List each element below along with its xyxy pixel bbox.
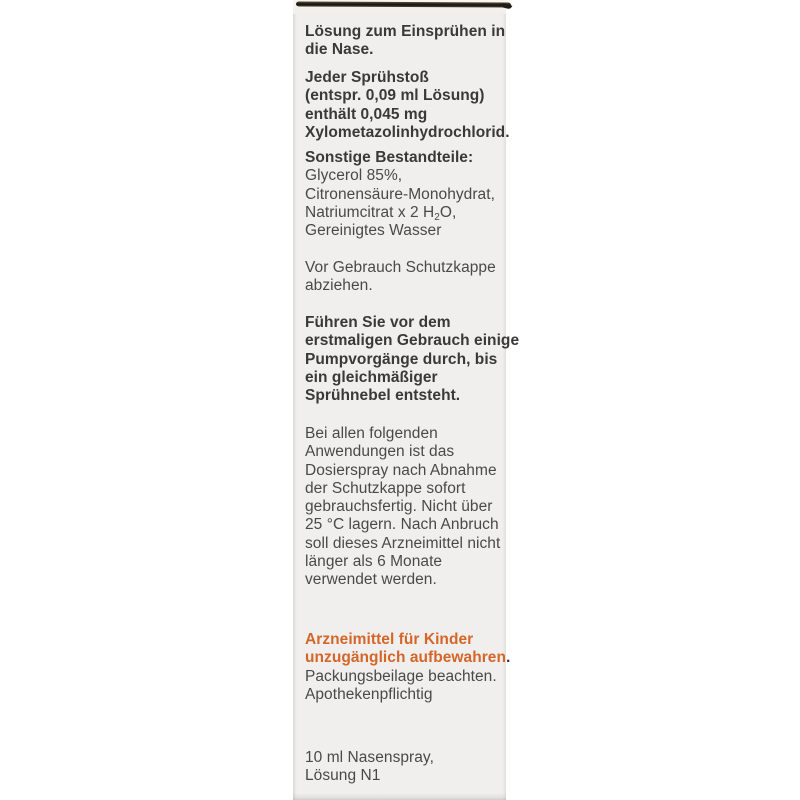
text-line: ein gleichmäßiger: [305, 368, 438, 386]
first-use-instruction-text: [305, 314, 520, 405]
text-line: Anwendungen ist das: [305, 443, 455, 461]
text-line: Dosierspray nach Abnahme: [305, 461, 497, 479]
text-line: soll dieses Arzneimittel nicht: [305, 534, 501, 552]
active-ingredient-text: [305, 69, 510, 142]
text-line: Pumpvorgänge durch, bis: [305, 350, 498, 368]
text-line: Glycerol 85%,: [305, 167, 403, 185]
text-line: Sprühnebel entsteht.: [305, 387, 461, 405]
text-line: verwendet werden.: [305, 571, 437, 589]
subscript-2: 2: [434, 211, 440, 223]
text-line: (entspr. 0,09 ml Lösung): [305, 87, 485, 105]
text-line: Packungsbeilage beachten.: [305, 667, 497, 685]
text-line: Xylometazolinhydrochlorid.: [305, 123, 510, 141]
text-line: 10 ml Nasenspray,: [305, 749, 434, 766]
cap-removal-note-text: [305, 259, 503, 296]
text-line: Vor Gebrauch Schutzkappe: [305, 259, 496, 276]
keep-away-from-children-warning: Arzneimittel für Kinder: [305, 631, 474, 648]
text-line: gebrauchsfertig. Nicht über: [305, 498, 493, 516]
text-line: Lösung N1: [305, 767, 381, 785]
storage-instruction-text: [305, 425, 503, 590]
box-top-edge: [296, 2, 511, 8]
text-line: Jeder Sprühstoß: [305, 69, 429, 86]
text-line: Gereinigtes Wasser: [305, 222, 442, 240]
text-line: 25 °C lagern. Nach Anbruch: [305, 516, 499, 534]
text-line: Bei allen folgenden: [305, 425, 438, 442]
warning-text: [305, 631, 511, 704]
pack-size-text: [305, 749, 503, 786]
keep-away-from-children-warning: unzugänglich aufbewahren.: [305, 649, 511, 667]
ingredients-heading: Sonstige Bestandteile:: [305, 149, 474, 166]
text-line: länger als 6 Monate: [305, 553, 443, 571]
text-line: abziehen.: [305, 277, 373, 295]
text-line: Citronensäure-Monohydrat,: [305, 185, 495, 203]
panel-bottom-shade: [293, 793, 506, 800]
other-ingredients-text: [305, 149, 503, 240]
text-line: erstmaligen Gebrauch einige: [305, 332, 520, 350]
text-line: Lösung zum Einsprühen in: [305, 23, 506, 40]
text-line: Führen Sie vor dem: [305, 314, 451, 331]
text-line: Apothekenpflichtig: [305, 685, 433, 703]
text-line: die Nase.: [305, 41, 374, 59]
text-line: der Schutzkappe sofort: [305, 479, 466, 497]
text-line: enthält 0,045 mg: [305, 105, 428, 123]
text-line-chemical-formula: Natriumcitrat x 2 $H_2O$,: [305, 203, 457, 223]
administration-route-text: [305, 23, 506, 60]
